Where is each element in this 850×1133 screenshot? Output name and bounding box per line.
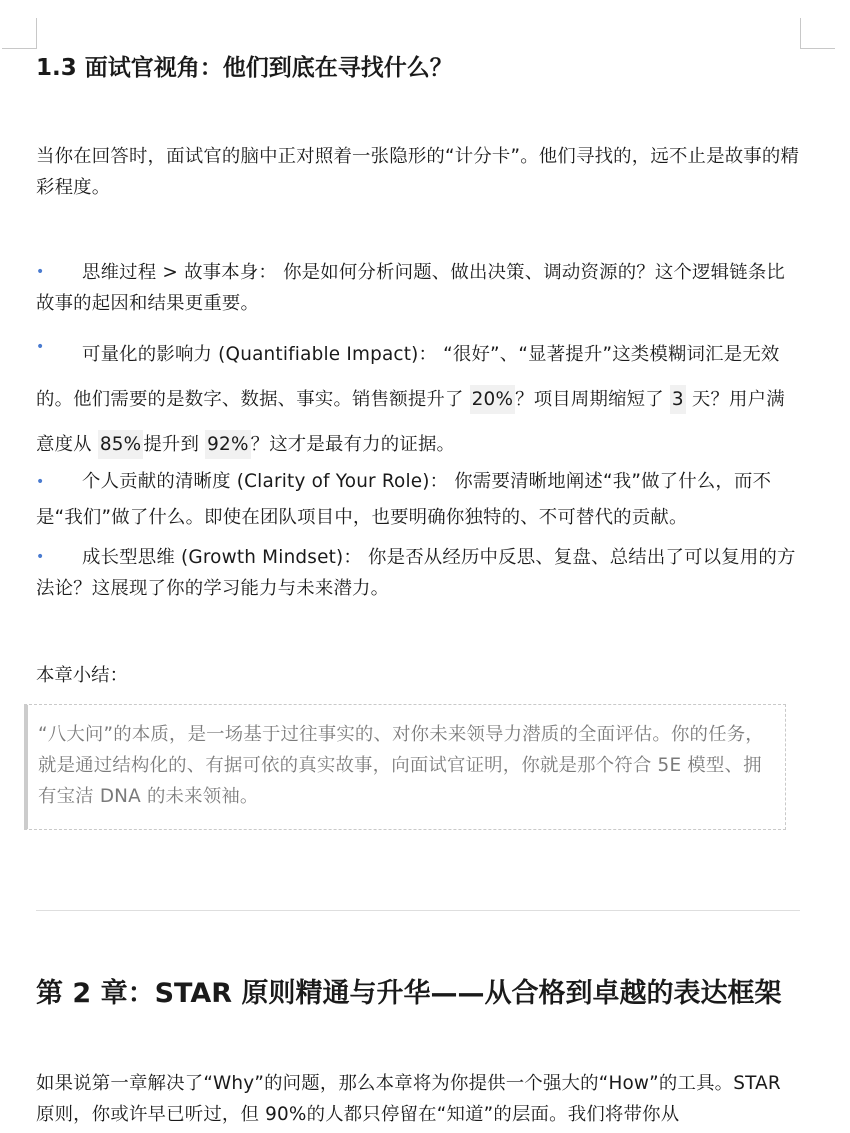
bullet-dot-icon: • bbox=[36, 264, 45, 280]
bullet-growth-mindset bbox=[36, 542, 802, 604]
bullet-text-part: 天？用户满意度从 bbox=[36, 389, 785, 455]
bullet-text-part: 可量化的影响力 (Quantifiable Impact)： “很好”、“显著提升”这类模糊词汇是无效的。他们需要的是数字、数据、事实。销售额提升了 bbox=[36, 344, 780, 410]
bullet-text: 个人贡献的清晰度 (Clarity of Your Role)： 你需要清晰地阐述“我”做了什么，而不是“我们”做了什么。即使在团队项目中，也要明确你独特的、不可替代的贡献。 bbox=[36, 471, 772, 528]
bullet-text: 思维过程 > 故事本身： 你是如何分析问题、做出决策、调动资源的？这个逻辑链条比故事的起因和结果更重要。 bbox=[36, 262, 786, 314]
chapter-heading: 第 2 章：STAR 原则精通与升华——从合格到卓越的表达框架 bbox=[36, 978, 782, 1009]
bullet-dot-icon: • bbox=[36, 474, 45, 490]
chapter-intro-paragraph: 如果说第一章解决了“Why”的问题，那么本章将为你提供一个强大的“How”的工具。STAR 原则，你或许早已听过，但 90%的人都只停留在“知道”的层面。我们将带你从 bbox=[36, 1073, 781, 1125]
bullet-text-part: ？项目周期缩短了 bbox=[515, 389, 670, 410]
summary-blockquote: “八大问”的本质，是一场基于过往事实的、对你未来领导力潜质的全面评估。你的任务，就是通过结构化的、有据可依的真实故事，向面试官证明，你就是那个符合 5E 模型、拥有宝洁 DNA 的未来领袖。 bbox=[24, 704, 786, 830]
bullet-thinking-process bbox=[36, 257, 802, 319]
section-intro-paragraph: 当你在回答时，面试官的脑中正对照着一张隐形的“计分卡”。他们寻找的，远不止是故事的精彩程度。 bbox=[36, 146, 800, 198]
highlighted-number: 85% bbox=[98, 430, 143, 459]
section-heading: 1.3 面试官视角：他们到底在寻找什么？ bbox=[36, 55, 453, 81]
bullet-clarity-of-role bbox=[36, 464, 802, 536]
highlighted-number: 20% bbox=[470, 385, 515, 414]
horizontal-divider bbox=[36, 910, 800, 911]
chapter-summary-title: 本章小结： bbox=[36, 665, 128, 686]
crop-mark-top-left bbox=[2, 18, 37, 49]
bullet-dot-icon: • bbox=[36, 339, 45, 355]
bullet-dot-icon: • bbox=[36, 549, 45, 565]
bullet-quantifiable-impact bbox=[36, 332, 802, 467]
crop-mark-top-right bbox=[800, 18, 835, 49]
highlighted-number: 92% bbox=[205, 430, 250, 459]
highlighted-number: 3 bbox=[670, 385, 686, 414]
bullet-text-part: ？这才是最有力的证据。 bbox=[250, 434, 456, 455]
bullet-text-part: 提升到 bbox=[143, 434, 206, 455]
bullet-text: 成长型思维 (Growth Mindset)： 你是否从经历中反思、复盘、总结出了可以复用的方法论？这展现了你的学习能力与未来潜力。 bbox=[36, 547, 796, 599]
